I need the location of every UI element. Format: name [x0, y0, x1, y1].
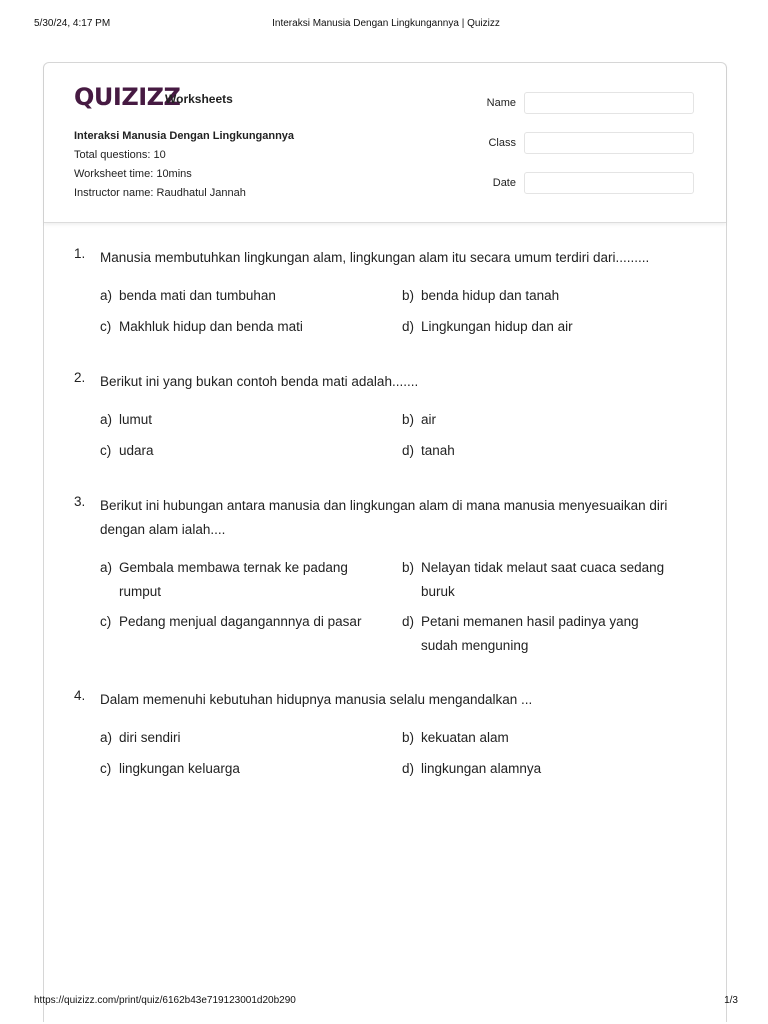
- question-1: 1. Manusia membutuhkan lingkungan alam, lingkungan alam itu secara umum terdiri dari......... a) benda mati dan tumbuhan b) benda hidup dan tanah c) Makhluk hidup dan benda mati d) Lingkungan hidup dan air: [74, 246, 694, 346]
- question-number: 3.: [74, 494, 86, 509]
- question-text: Dalam memenuhi kebutuhan hidupnya manusia selalu mengandalkan ...: [100, 692, 533, 707]
- print-header: [34, 18, 738, 32]
- question-2: 2. Berikut ini yang bukan contoh benda mati adalah....... a) lumut b) air c) udara d) tanah: [74, 370, 694, 470]
- name-label: Name: [486, 97, 516, 109]
- total-questions: Total questions: 10: [74, 149, 166, 161]
- question-text: Berikut ini hubungan antara manusia dan lingkungan alam di mana manusia menyesuaikan diri dengan alam ialah....: [100, 498, 668, 537]
- logo-subtitle: Worksheets: [165, 92, 233, 106]
- question-text: Manusia membutuhkan lingkungan alam, lingkungan alam itu secara umum terdiri dari.........: [100, 250, 650, 265]
- worksheet-card: [43, 62, 727, 1022]
- name-field[interactable]: [524, 92, 694, 114]
- date-label: Date: [492, 177, 516, 189]
- question-number: 1.: [74, 246, 86, 261]
- worksheet-meta: [74, 127, 294, 203]
- class-field[interactable]: [524, 132, 694, 154]
- quizizz-logo: QUIZIZZ: [74, 83, 181, 111]
- worksheet-time: Worksheet time: 10mins: [74, 168, 192, 180]
- print-url[interactable]: https://quizizz.com/print/quiz/6162b43e719123001d20b290: [34, 995, 296, 1006]
- print-datetime: 5/30/24, 4:17 PM: [34, 18, 111, 29]
- worksheet-header: [44, 63, 726, 223]
- date-field[interactable]: [524, 172, 694, 194]
- question-text: Berikut ini yang bukan contoh benda mati adalah.......: [100, 374, 419, 389]
- question-number: 4.: [74, 688, 86, 703]
- page-number: 1/3: [724, 995, 738, 1006]
- worksheet-title: Interaksi Manusia Dengan Lingkungannya: [74, 130, 295, 142]
- question-3: 3. Berikut ini hubungan antara manusia dan lingkungan alam di mana manusia menyesuaikan diri dengan alam ialah.... a) Gembala membawa ternak ke padang rumput b) Nelayan tidak melaut saat cuaca sedang buruk c) Pedang menjual dagangannnya di pasar d) Petani memanen hasil padinya yang sudah menguning: [74, 494, 694, 664]
- instructor-name: Instructor name: Raudhatul Jannah: [74, 187, 246, 199]
- class-label: Class: [488, 137, 516, 149]
- question-4: 4. Dalam memenuhi kebutuhan hidupnya manusia selalu mengandalkan ... a) diri sendiri b) kekuatan alam c) lingkungan keluarga d) lingkungan alamnya: [74, 688, 694, 788]
- print-doc-title: Interaksi Manusia Dengan Lingkungannya | Quizizz: [272, 18, 500, 29]
- question-number: 2.: [74, 370, 86, 385]
